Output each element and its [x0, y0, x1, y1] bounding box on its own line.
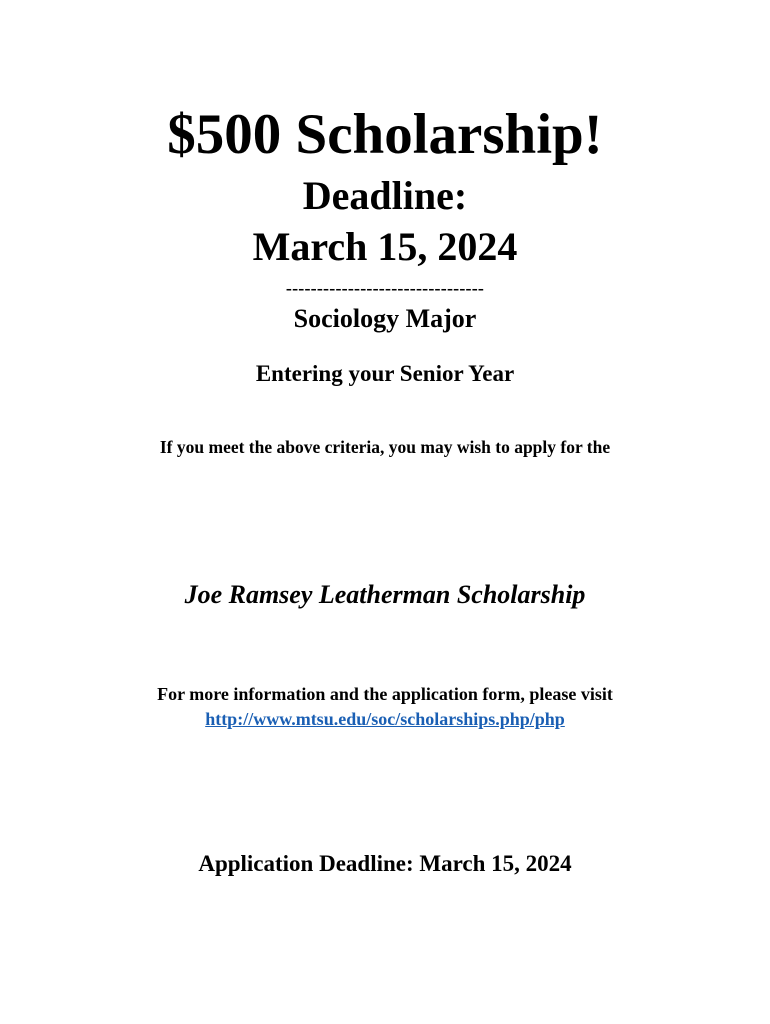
criteria-year: Entering your Senior Year — [255, 361, 515, 386]
link-container — [0, 710, 770, 728]
criteria-intro: If you meet the above criteria, you may wish to apply for the — [159, 437, 611, 457]
flyer-title: $500 Scholarship! — [167, 103, 603, 166]
dashed-divider: -------------------------------- — [285, 278, 485, 298]
application-deadline: Application Deadline: March 15, 2024 — [198, 851, 572, 876]
deadline-label: Deadline: — [302, 173, 468, 218]
more-info-text: For more information and the application form, please visit — [157, 684, 613, 704]
deadline-date: March 15, 2024 — [252, 224, 518, 269]
scholarship-link[interactable]: http://www.mtsu.edu/soc/scholarships.php/php — [205, 709, 565, 729]
criteria-major: Sociology Major — [293, 304, 477, 333]
scholarship-name: Joe Ramsey Leatherman Scholarship — [184, 580, 586, 609]
